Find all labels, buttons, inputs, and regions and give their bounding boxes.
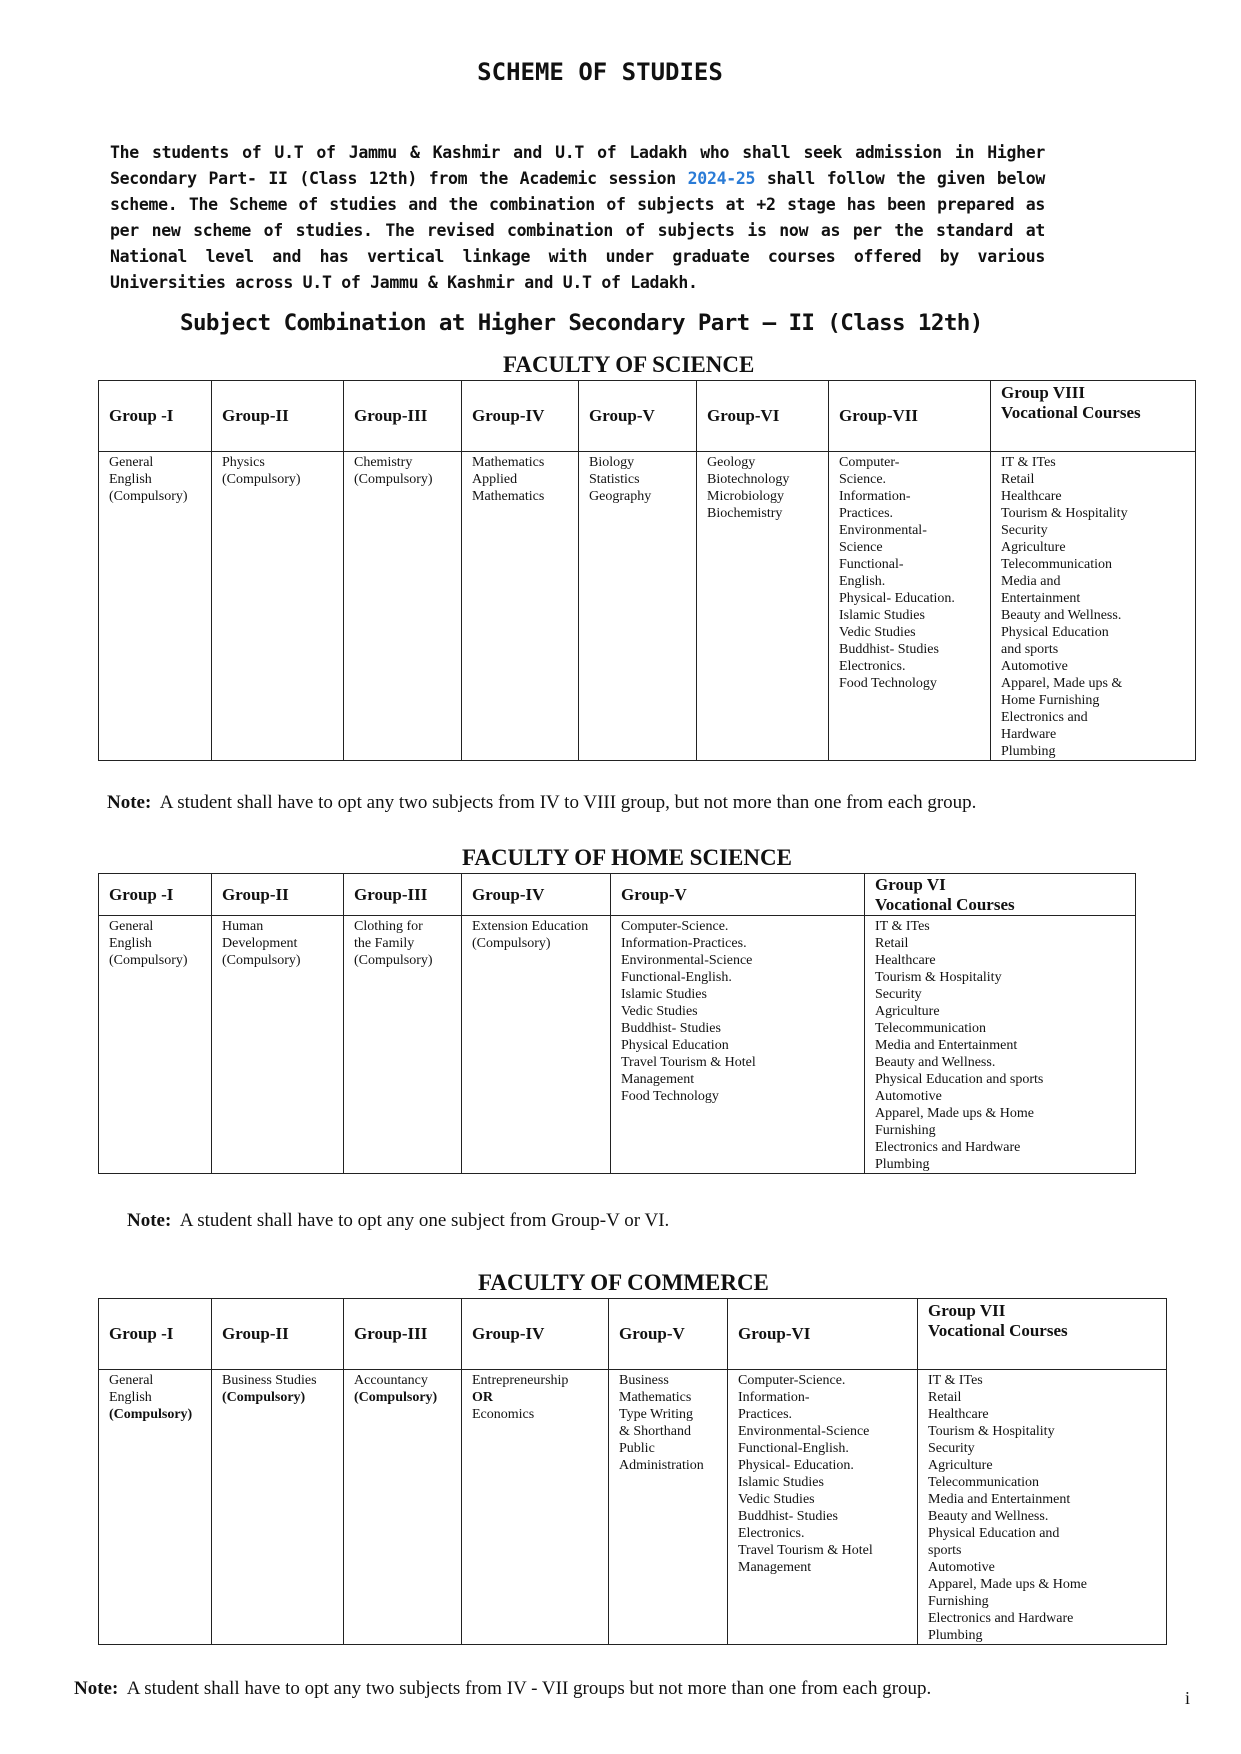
subject-item: Apparel, Made ups & Home <box>875 1106 1035 1121</box>
subject-item: Electronics and Hardware <box>875 1140 1021 1155</box>
subject-item: (Compulsory) <box>354 953 433 968</box>
subject-item: Media and Entertainment <box>875 1038 1018 1053</box>
subject-item: Environmental- <box>839 523 927 538</box>
science-cell <box>344 452 462 761</box>
subject-item: Telecommunication <box>928 1475 1039 1490</box>
subject-item: Apparel, Made ups & <box>1001 676 1123 691</box>
subject-item: Automotive <box>875 1089 942 1104</box>
science-header-row <box>99 381 1196 452</box>
header-group-1: Group -I <box>99 381 212 452</box>
header-vocational-label: Vocational Courses <box>928 1321 1068 1340</box>
subject-item: (Compulsory) <box>109 1407 193 1422</box>
commerce-cell <box>344 1370 462 1645</box>
subject-item: (Compulsory) <box>222 472 301 487</box>
subject-item: Microbiology <box>707 489 784 504</box>
header-group-2: Group-II <box>212 1299 344 1370</box>
subject-item: Physical- Education. <box>738 1458 854 1473</box>
subject-item: Practices. <box>738 1407 793 1422</box>
note-label: Note: <box>127 1210 172 1231</box>
subject-item: Information-Practices. <box>621 936 747 951</box>
subject-combination-title: Subject Combination at Higher Secondary Part – II (Class 12th) <box>180 310 983 336</box>
subject-item: Buddhist- Studies <box>738 1509 838 1524</box>
subject-item: Physical- Education. <box>839 591 955 606</box>
subject-item: Tourism & Hospitality <box>1001 506 1128 521</box>
subject-item: Entrepreneurship <box>472 1373 569 1388</box>
header-group-6-label: Group VI <box>875 874 946 894</box>
subject-item: Physics <box>222 455 265 470</box>
commerce-cell <box>609 1370 728 1645</box>
science-cell <box>991 452 1196 761</box>
subject-item: General <box>109 919 154 934</box>
commerce-cell <box>99 1370 212 1645</box>
subject-item: Environmental-Science <box>738 1424 870 1439</box>
subject-item: Mathematics <box>472 489 545 504</box>
science-cell <box>829 452 991 761</box>
intro-paragraph <box>110 140 1045 296</box>
subject-item: Computer-Science. <box>738 1373 846 1388</box>
subject-item: Telecommunication <box>875 1021 986 1036</box>
subject-item: Travel Tourism & Hotel <box>738 1543 873 1558</box>
subject-item: Physical Education and sports <box>875 1072 1044 1087</box>
header-group-1: Group -I <box>99 874 212 916</box>
subject-item: Media and <box>1001 574 1061 589</box>
commerce-subject-row <box>99 1370 1167 1645</box>
header-group-4: Group-IV <box>462 874 611 916</box>
header-group-3: Group-III <box>344 381 462 452</box>
subject-item: (Compulsory) <box>472 936 551 951</box>
subject-item: Functional- <box>839 557 904 572</box>
subject-item: and sports <box>1001 642 1059 657</box>
subject-item: Furnishing <box>928 1594 989 1609</box>
home-science-cell <box>99 916 212 1174</box>
subject-item: Information- <box>839 489 911 504</box>
header-group-5: Group-V <box>609 1299 728 1370</box>
commerce-cell <box>918 1370 1167 1645</box>
science-note <box>107 792 976 814</box>
header-group-7: Group-VII <box>829 381 991 452</box>
header-group-6: Group-VI <box>697 381 829 452</box>
subject-item: OR <box>472 1390 493 1405</box>
subject-item: Type Writing <box>619 1407 694 1422</box>
science-cell <box>212 452 344 761</box>
subject-item: Media and Entertainment <box>928 1492 1071 1507</box>
home-science-cell <box>865 916 1136 1174</box>
commerce-header-row <box>99 1299 1167 1370</box>
header-group-6: Group-VI <box>728 1299 918 1370</box>
subject-item: Buddhist- Studies <box>839 642 939 657</box>
subject-item: Travel Tourism & Hotel <box>621 1055 756 1070</box>
home-science-note <box>127 1210 669 1232</box>
subject-item: IT & ITes <box>1001 455 1056 470</box>
subject-item: Physical Education <box>1001 625 1109 640</box>
subject-item: Physical Education <box>621 1038 729 1053</box>
subject-item: Computer-Science. <box>621 919 729 934</box>
subject-item: General <box>109 455 154 470</box>
subject-item: Home Furnishing <box>1001 693 1100 708</box>
subject-item: Security <box>928 1441 975 1456</box>
subject-item: English <box>109 472 152 487</box>
intro-text-end: shall follow the given below scheme. The Scheme of studies and the combination of subjects at +2 stage has been prepared as per new scheme of studies. The revised combination of subjects is now as per the standard at National level and has vertical linkage with under graduate courses offered by various Universities across U.T of Jammu & Kashmir and U.T of Ladakh. <box>110 169 1045 292</box>
home-science-cell <box>212 916 344 1174</box>
subject-item: Geography <box>589 489 652 504</box>
subject-item: Science. <box>839 472 887 487</box>
header-group-1: Group -I <box>99 1299 212 1370</box>
subject-item: Islamic Studies <box>621 987 707 1002</box>
home-science-subject-row <box>99 916 1136 1174</box>
subject-item: Biochemistry <box>707 506 783 521</box>
subject-item: Vedic Studies <box>839 625 916 640</box>
page-number: i <box>1185 1688 1191 1708</box>
subject-item: & Shorthand <box>619 1424 691 1439</box>
subject-item: Public <box>619 1441 655 1456</box>
subject-item: (Compulsory) <box>109 953 188 968</box>
subject-item: Hardware <box>1001 727 1057 742</box>
subject-item: Mathematics <box>619 1390 692 1405</box>
subject-item: Mathematics <box>472 455 545 470</box>
subject-item: Extension Education <box>472 919 589 934</box>
home-science-table <box>98 873 1136 1174</box>
note-text: A student shall have to opt any two subjects from IV to VIII group, but not more than one from each group. <box>159 792 977 813</box>
subject-item: Development <box>222 936 298 951</box>
subject-item: Vedic Studies <box>738 1492 815 1507</box>
subject-item: Information- <box>738 1390 810 1405</box>
header-group-3: Group-III <box>344 874 462 916</box>
subject-item: (Compulsory) <box>222 1390 306 1405</box>
subject-item: Computer- <box>839 455 900 470</box>
subject-item: Electronics. <box>839 659 906 674</box>
subject-item: Geology <box>707 455 756 470</box>
subject-item: Management <box>738 1560 812 1575</box>
subject-item: Automotive <box>1001 659 1068 674</box>
subject-item: Retail <box>928 1390 962 1405</box>
note-label: Note: <box>74 1678 119 1699</box>
subject-item: Electronics and Hardware <box>928 1611 1074 1626</box>
home-science-cell <box>344 916 462 1174</box>
subject-item: Retail <box>1001 472 1035 487</box>
subject-item: Chemistry <box>354 455 413 470</box>
home-science-header-row <box>99 874 1136 916</box>
subject-item: English. <box>839 574 886 589</box>
subject-item: Electronics and <box>1001 710 1088 725</box>
subject-item: Islamic Studies <box>738 1475 824 1490</box>
header-group-3: Group-III <box>344 1299 462 1370</box>
header-group-7-label: Group VII <box>928 1301 1006 1320</box>
subject-item: (Compulsory) <box>354 1390 438 1405</box>
home-science-faculty-heading: FACULTY OF HOME SCIENCE <box>462 845 792 870</box>
science-faculty-heading: FACULTY OF SCIENCE <box>503 352 755 377</box>
subject-item: Buddhist- Studies <box>621 1021 721 1036</box>
subject-item: Management <box>621 1072 695 1087</box>
subject-item: Biology <box>589 455 635 470</box>
subject-item: IT & ITes <box>875 919 930 934</box>
subject-item: (Compulsory) <box>109 489 188 504</box>
subject-item: Healthcare <box>875 953 936 968</box>
subject-item: Clothing for <box>354 919 423 934</box>
academic-session-year: 2024-25 <box>687 169 756 188</box>
subject-item: Plumbing <box>928 1628 983 1643</box>
subject-item: Agriculture <box>1001 540 1066 555</box>
subject-item: Plumbing <box>1001 744 1056 759</box>
commerce-faculty-heading: FACULTY OF COMMERCE <box>478 1270 769 1295</box>
subject-item: Beauty and Wellness. <box>875 1055 996 1070</box>
header-group-8 <box>991 381 1196 452</box>
header-vocational-label: Vocational Courses <box>875 894 1015 914</box>
subject-item: Environmental-Science <box>621 953 753 968</box>
subject-item: Electronics. <box>738 1526 805 1541</box>
subject-item: Retail <box>875 936 909 951</box>
science-table <box>98 380 1196 761</box>
subject-item: IT & ITes <box>928 1373 983 1388</box>
subject-item: Apparel, Made ups & Home <box>928 1577 1088 1592</box>
subject-item: English <box>109 936 152 951</box>
science-cell <box>579 452 697 761</box>
note-text: A student shall have to opt any one subject from Group-V or VI. <box>179 1210 670 1231</box>
subject-item: Food Technology <box>839 676 937 691</box>
subject-item: Science <box>839 540 883 555</box>
subject-item: Food Technology <box>621 1089 719 1104</box>
subject-item: Security <box>1001 523 1048 538</box>
subject-item: Tourism & Hospitality <box>928 1424 1055 1439</box>
home-science-cell <box>611 916 865 1174</box>
subject-item: Telecommunication <box>1001 557 1112 572</box>
commerce-cell <box>212 1370 344 1645</box>
subject-item: Islamic Studies <box>839 608 925 623</box>
subject-item: Human <box>222 919 264 934</box>
header-group-6 <box>865 874 1136 916</box>
subject-item: Accountancy <box>354 1373 428 1388</box>
header-group-2: Group-II <box>212 874 344 916</box>
subject-item: Functional-English. <box>738 1441 849 1456</box>
subject-item: Beauty and Wellness. <box>928 1509 1049 1524</box>
subject-item: Agriculture <box>875 1004 940 1019</box>
header-group-5: Group-V <box>611 874 865 916</box>
subject-item: Furnishing <box>875 1123 936 1138</box>
subject-item: Functional-English. <box>621 970 732 985</box>
subject-item: Agriculture <box>928 1458 993 1473</box>
subject-item: Statistics <box>589 472 640 487</box>
intro-text-start: The students of U.T of Jammu & Kashmir and U.T of Ladakh who shall seek admission in Higher Secondary Part- II (Class 12th) from the Academic session <box>110 143 1045 188</box>
subject-item: General <box>109 1373 154 1388</box>
subject-item: Applied <box>472 472 518 487</box>
header-group-8-label: Group VIII <box>1001 383 1085 402</box>
header-vocational-label: Vocational Courses <box>1001 403 1141 422</box>
science-cell <box>99 452 212 761</box>
subject-item: Vedic Studies <box>621 1004 698 1019</box>
subject-item: Security <box>875 987 922 1002</box>
subject-item: (Compulsory) <box>354 472 433 487</box>
subject-item: the Family <box>354 936 415 951</box>
subject-item: English <box>109 1390 152 1405</box>
subject-item: Practices. <box>839 506 894 521</box>
commerce-cell <box>728 1370 918 1645</box>
science-cell <box>462 452 579 761</box>
subject-item: Healthcare <box>928 1407 989 1422</box>
subject-item: Beauty and Wellness. <box>1001 608 1122 623</box>
subject-item: Physical Education and <box>928 1526 1060 1541</box>
commerce-note <box>74 1678 931 1700</box>
commerce-table <box>98 1298 1167 1645</box>
subject-item: sports <box>928 1543 962 1558</box>
subject-item: Biotechnology <box>707 472 790 487</box>
science-subject-row <box>99 452 1196 761</box>
home-science-cell <box>462 916 611 1174</box>
header-group-2: Group-II <box>212 381 344 452</box>
subject-item: Tourism & Hospitality <box>875 970 1002 985</box>
subject-item: (Compulsory) <box>222 953 301 968</box>
subject-item: Plumbing <box>875 1157 930 1172</box>
header-group-7 <box>918 1299 1167 1370</box>
subject-item: Administration <box>619 1458 704 1473</box>
subject-item: Automotive <box>928 1560 995 1575</box>
subject-item: Entertainment <box>1001 591 1081 606</box>
commerce-cell <box>462 1370 609 1645</box>
note-label: Note: <box>107 792 152 813</box>
subject-item: Healthcare <box>1001 489 1062 504</box>
header-group-4: Group-IV <box>462 381 579 452</box>
subject-item: Business Studies <box>222 1373 317 1388</box>
subject-item: Economics <box>472 1407 535 1422</box>
science-cell <box>697 452 829 761</box>
note-text: A student shall have to opt any two subjects from IV - VII groups but not more than one from each group. <box>126 1678 932 1699</box>
header-group-4: Group-IV <box>462 1299 609 1370</box>
page-title: SCHEME OF STUDIES <box>477 58 723 86</box>
header-group-5: Group-V <box>579 381 697 452</box>
subject-item: Business <box>619 1373 669 1388</box>
